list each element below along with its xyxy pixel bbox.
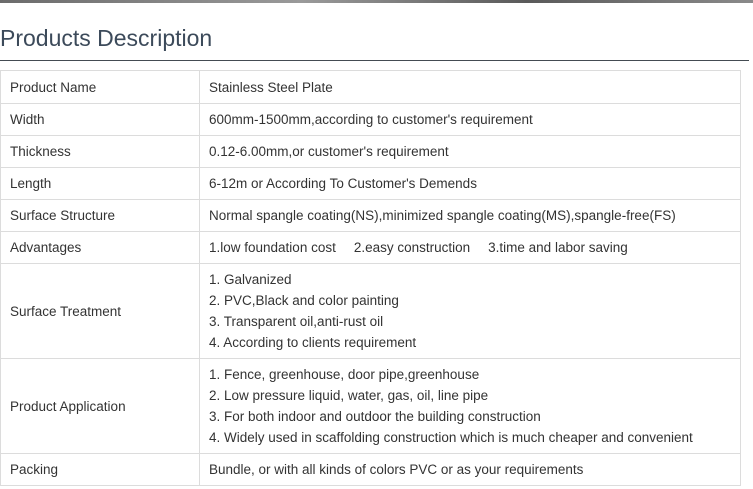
value-line: 2. PVC,Black and color painting — [209, 293, 399, 308]
table-row — [1, 200, 741, 232]
advantage-item: 2.easy construction — [353, 240, 471, 255]
row-label: Width — [1, 104, 200, 136]
row-value — [200, 200, 741, 232]
value-line: 0.12-6.00mm,or customer's requirement — [209, 144, 449, 159]
value-line: 6-12m or According To Customer's Demends — [209, 176, 477, 191]
advantage-item: 3.time and labor saving — [488, 240, 628, 255]
row-label: Thickness — [1, 136, 200, 168]
table-row — [1, 168, 741, 200]
row-value — [200, 104, 741, 136]
row-value — [200, 264, 741, 359]
table-row — [1, 136, 741, 168]
table-row — [1, 232, 741, 264]
row-value — [200, 232, 741, 264]
table-row — [1, 71, 741, 104]
section-header — [0, 3, 749, 61]
spec-table — [0, 70, 741, 486]
value-line: Stainless Steel Plate — [209, 79, 333, 95]
value-line: 4. Widely used in scaffolding construction which is much cheaper and convenient — [209, 430, 693, 445]
value-line: Bundle, or with all kinds of colors PVC or as your requirements — [209, 462, 584, 477]
spec-table-wrapper — [0, 70, 741, 486]
value-line: Normal spangle coating(NS),minimized spangle coating(MS),spangle-free(FS) — [209, 208, 676, 223]
row-label: Advantages — [1, 232, 200, 264]
table-row — [1, 454, 741, 486]
value-line: 2. Low pressure liquid, water, gas, oil, line pipe — [209, 388, 489, 403]
row-label: Product Application — [1, 359, 200, 454]
table-row — [1, 359, 741, 454]
row-label: Packing — [1, 454, 200, 486]
row-value — [200, 168, 741, 200]
row-label: Product Name — [1, 71, 200, 104]
row-label: Surface Treatment — [1, 264, 200, 359]
value-line: 3. Transparent oil,anti-rust oil — [209, 314, 384, 329]
value-line: 1. Galvanized — [209, 272, 292, 287]
value-line: 4. According to clients requirement — [209, 335, 417, 350]
row-label: Length — [1, 168, 200, 200]
table-row — [1, 264, 741, 359]
value-line: 600mm-1500mm,according to customer's requirement — [209, 112, 533, 127]
value-line: 1. Fence, greenhouse, door pipe,greenhouse — [209, 367, 480, 382]
row-label: Surface Structure — [1, 200, 200, 232]
table-row — [1, 104, 741, 136]
row-value — [200, 454, 741, 486]
row-value — [200, 71, 741, 104]
section-title: Products Description — [0, 25, 213, 51]
row-value — [200, 359, 741, 454]
advantage-item: 1.low foundation cost — [209, 240, 336, 255]
value-line: 3. For both indoor and outdoor the building construction — [209, 409, 541, 424]
row-value — [200, 136, 741, 168]
